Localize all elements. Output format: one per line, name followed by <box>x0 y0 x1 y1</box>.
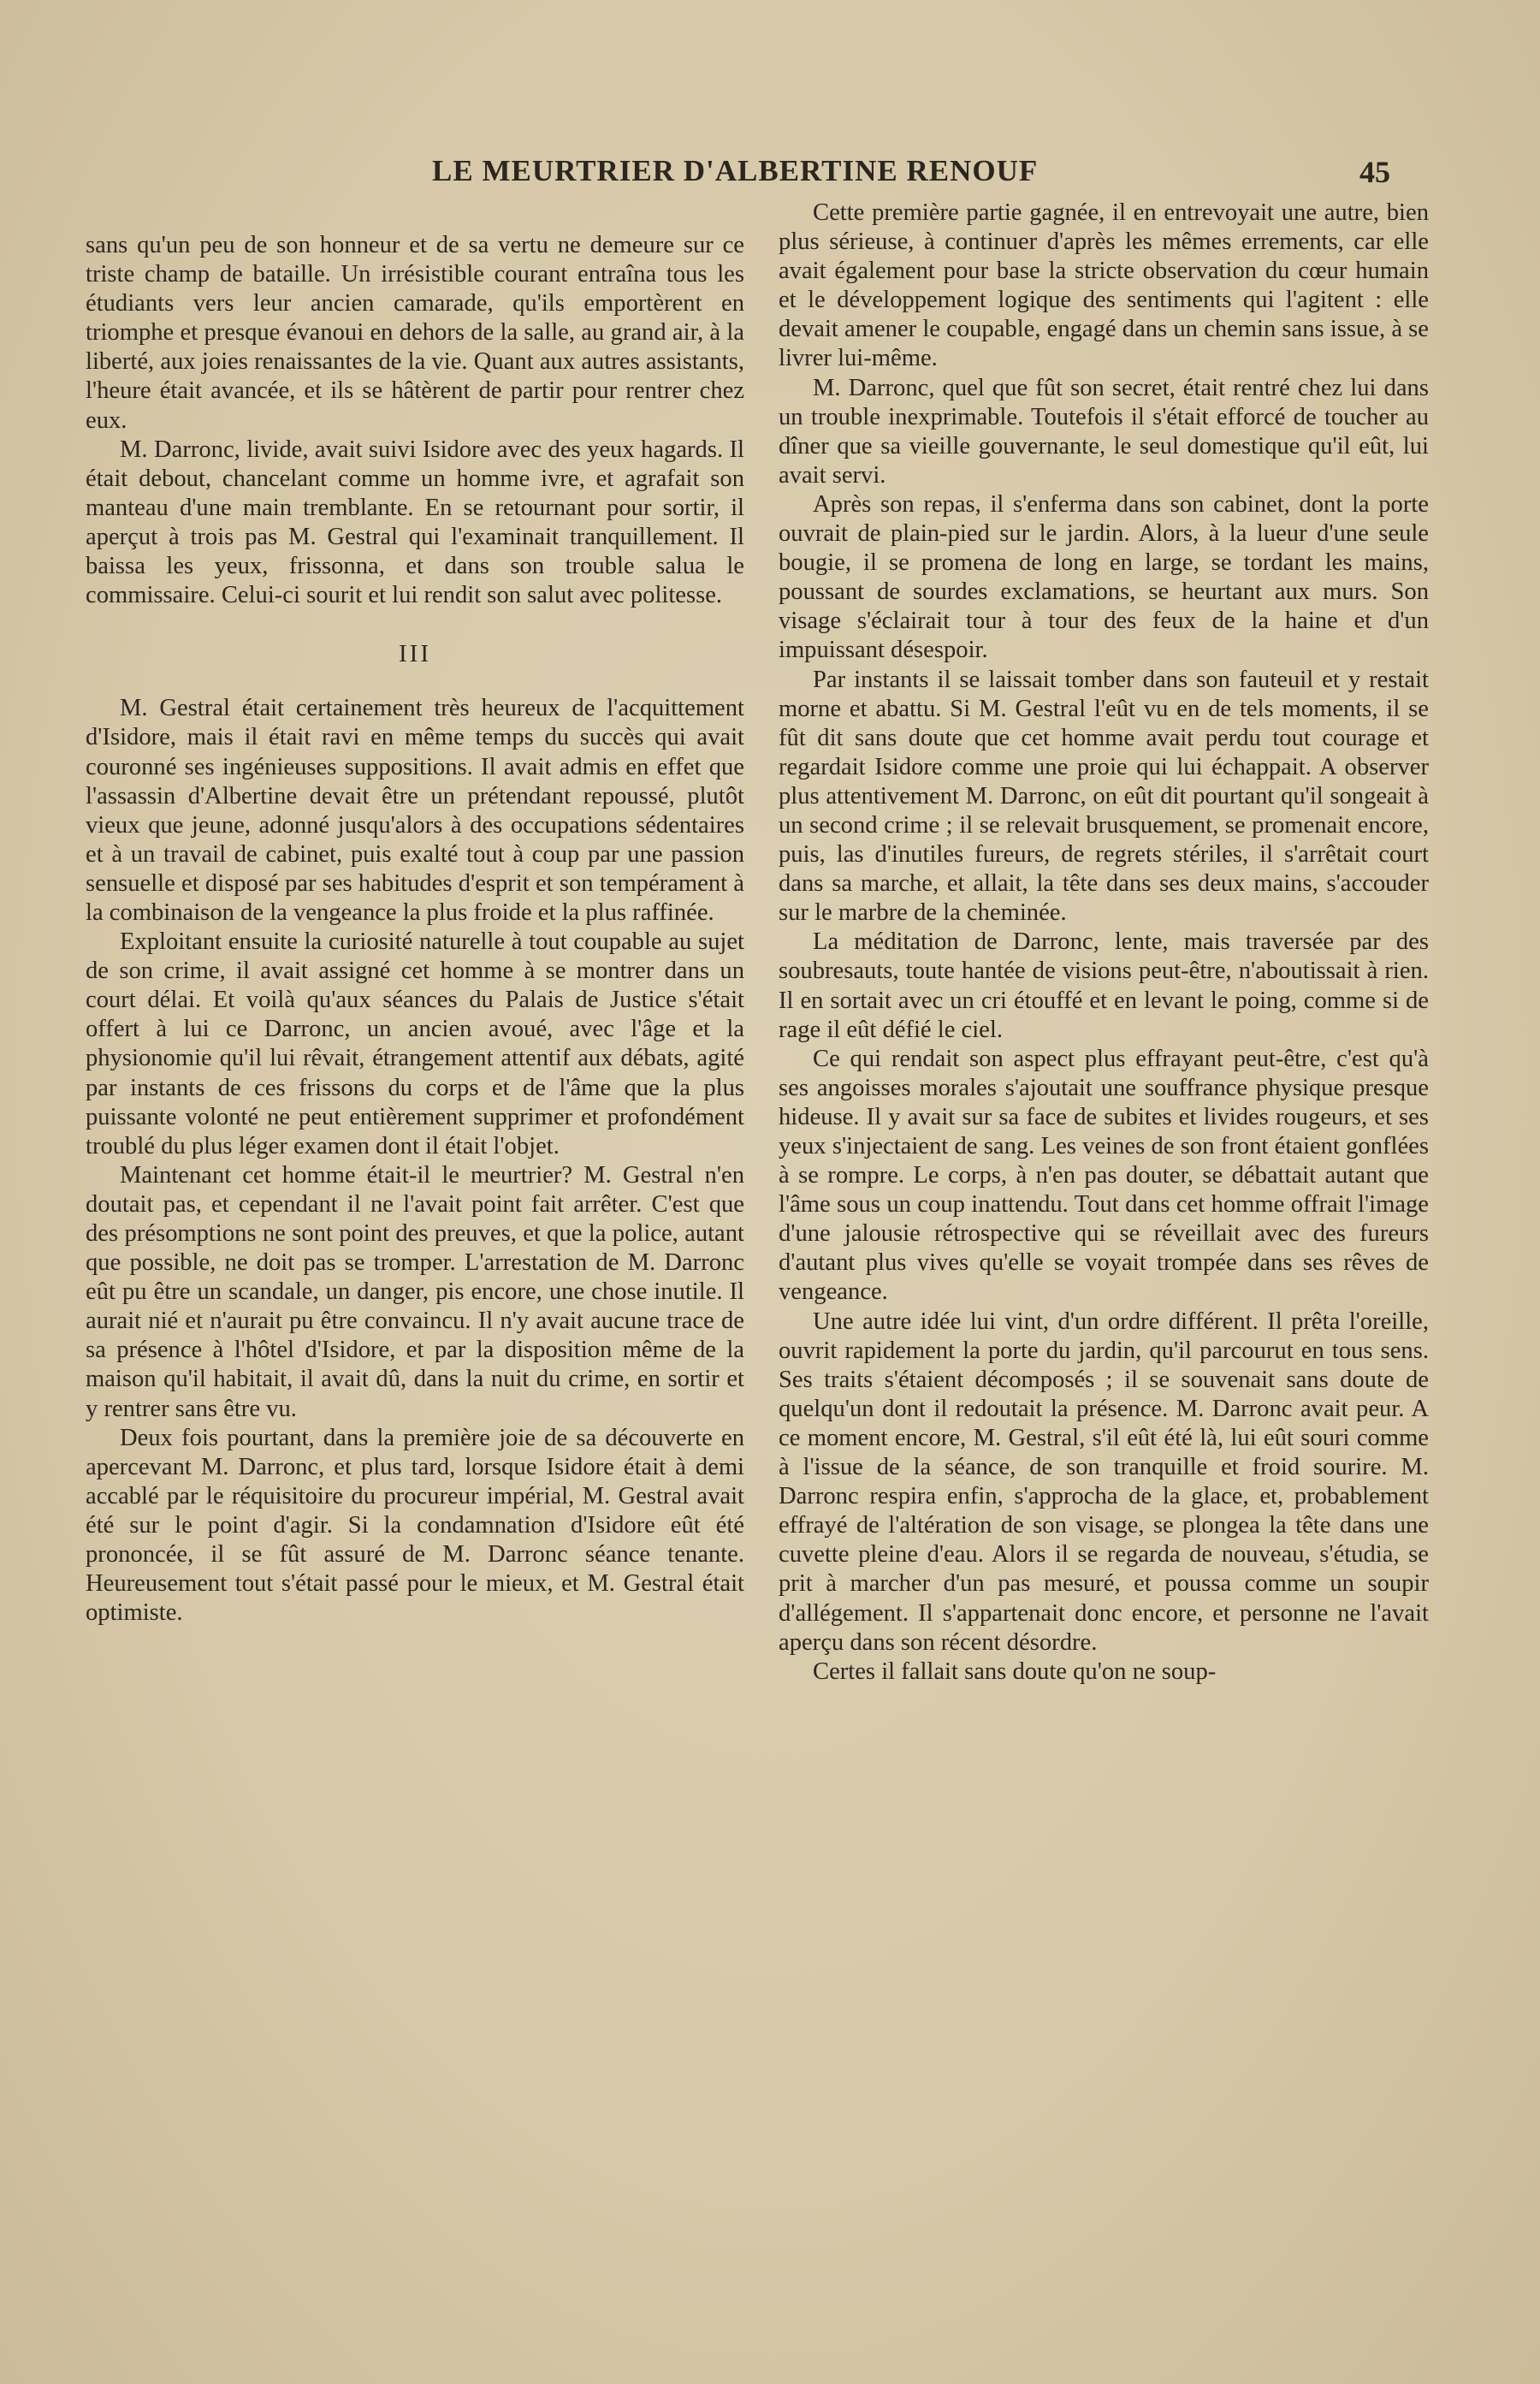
paragraph: Cette première partie gagnée, il en entrevoyait une autre, bien plus sérieuse, à continuer d'après les mêmes errements, car elle avait également pour base la stricte observation du cœur humain et le développement logique des sentiments qui l'agitent : elle devait amener le coupable, engagé dans un chemin sans issue, à se livrer lui-même. <box>779 199 1429 372</box>
paragraph: Une autre idée lui vint, d'un ordre différent. Il prêta l'oreille, ouvrit rapidement la porte du jardin, qu'il parcourut en tous sens. Ses traits s'étaient décomposés ; il se souvenait sans doute de quelqu'un dont il redoutait la présence. M. Darronc avait peur. A ce moment encore, M. Gestral, s'il eût été là, lui eût souri comme à l'issue de la séance, de son tranquille et froid sourire. M. Darronc respira enfin, s'approcha de la glace, et, probablement effrayé de l'altération de son visage, se plongea la tête dans une cuvette pleine d'eau. Alors il se regarda de nouveau, s'étudia, se prit à marcher d'un pas mesuré, et poussa comme un soupir d'allégement. Il s'appartenait donc encore, et personne ne l'avait aperçu dans son récent désordre. <box>779 1308 1429 1656</box>
paragraph: M. Gestral était certainement très heureux de l'acquittement d'Isidore, mais il était ravi en même temps du succès qui avait couronné ses ingénieuses suppositions. Il avait admis en effet que l'assassin d'Albertine devait être un prétendant repoussé, plutôt vieux que jeune, adonné jusqu'alors à des occupations sédentaires et à un travail de cabinet, puis exalté tout à coup par une passion sensuelle et disposé par ses habitudes d'esprit et son tempérament à la combinaison de la vengeance la plus froide et la plus raffinée. <box>86 695 744 926</box>
section-heading: III <box>399 640 431 668</box>
right-column <box>779 199 1429 1687</box>
paragraph: Par instants il se laissait tomber dans son fauteuil et y restait morne et abattu. Si M. Gestral l'eût vu en de tels moments, il se fût dit sans doute que cet homme avait perdu tout courage et regardait Isidore comme une proie qui lui échappait. A observer plus attentivement M. Darronc, on eût dit pourtant qu'il songeait à un second crime ; il se relevait brusquement, se promenait encore, puis, las d'inutiles fureurs, de regrets stériles, il s'arrêtait court dans sa marche, et allait, la tête dans ses deux mains, s'accouder sur le marbre de la cheminée. <box>779 666 1429 927</box>
page-number: 45 <box>1359 155 1390 189</box>
paragraph: sans qu'un peu de son honneur et de sa vertu ne demeure sur ce triste champ de bataille. Un irrésistible courant entraîna tous les étudiants vers leur ancien camarade, qu'ils emportèrent en triomphe et presque évanoui en dehors de la salle, au grand air, à la liberté, aux joies renaissantes de la vie. Quant aux autres assistants, l'heure était avancée, et ils se hâtèrent de partir pour rentrer chez eux. <box>86 232 744 434</box>
paragraph: Exploitant ensuite la curiosité naturelle à tout coupable au sujet de son crime, il avait assigné cet homme à se montrer dans un court délai. Et voilà qu'aux séances du Palais de Justice s'était offert à lui ce Darronc, un ancien avoué, avec l'âge et la physionomie qu'il lui rêvait, étrangement attentif aux débats, agité par instants de ces frissons du corps et de l'âme que la plus puissante volonté ne peut entièrement supprimer et profondément troublé du plus léger examen dont il était l'objet. <box>86 928 744 1159</box>
paragraph: Deux fois pourtant, dans la première joie de sa découverte en apercevant M. Darronc, et plus tard, lorsque Isidore était à demi accablé par le réquisitoire du procureur impérial, M. Gestral avait été sur le point d'agir. Si la condamnation d'Isidore eût été prononcée, il se fût assuré de M. Darronc séance tenante. Heureusement tout s'était passé pour le mieux, et M. Gestral était optimiste. <box>86 1424 744 1627</box>
running-title: LE MEURTRIER D'ALBERTINE RENOUF <box>432 154 1039 187</box>
paragraph: La méditation de Darronc, lente, mais traversée par des soubresauts, toute hantée de visions peut-être, n'aboutissait à rien. Il en sortait avec un cri étouffé et en levant le poing, comme si de rage il eût défié le ciel. <box>779 928 1429 1043</box>
running-header <box>432 154 1390 197</box>
paragraph: Certes il fallait sans doute qu'on ne soup- <box>813 1658 1217 1685</box>
paragraph: M. Darronc, livide, avait suivi Isidore avec des yeux hagards. Il était debout, chancelant comme un homme ivre, et agrafait son manteau d'une main tremblante. En se retournant pour sortir, il aperçut à trois pas M. Gestral qui l'examinait tranquillement. Il baissa les yeux, frissonna, et dans son trouble salua le commissaire. Celui-ci sourit et lui rendit son salut avec politesse. <box>86 436 744 609</box>
paragraph: Maintenant cet homme était-il le meurtrier? M. Gestral n'en doutait pas, et cependant il ne l'avait point fait arrêter. C'est que des présomptions ne sont point des preuves, et que la police, autant que possible, ne doit pas se tromper. L'arrestation de M. Darronc eût pu être un scandale, un danger, pis encore, une chose inutile. Il aurait nié et n'aurait pu être convaincu. Il n'y avait aucune trace de sa présence à l'hôtel d'Isidore, et par la disposition même de la maison qu'il habitait, il avait dû, dans la nuit du crime, en sortir et y rentrer sans être vu. <box>86 1161 744 1422</box>
left-column <box>86 231 744 1628</box>
paragraph: M. Darronc, quel que fût son secret, était rentré chez lui dans un trouble inexprimable. Toutefois il s'était efforcé de toucher au dîner que sa vieille gouvernante, le seul domestique qu'il eût, lui avait servi. <box>779 374 1429 489</box>
paragraph: Ce qui rendait son aspect plus effrayant peut-être, c'est qu'à ses angoisses morales s'ajoutait une souffrance physique presque hideuse. Il y avait sur sa face de subites et livides rougeurs, et ses yeux s'injectaient de sang. Les veines de son front étaient gonflées à se rompre. Le corps, à n'en pas douter, se débattait autant que l'âme sous un coup inattendu. Tout dans cet homme offrait l'image d'une jalousie rétrospective qui se réveillait avec des fureurs d'autant plus vives qu'elle se voyait trompée dans ses rêves de vengeance. <box>779 1045 1429 1306</box>
paragraph: Après son repas, il s'enferma dans son cabinet, dont la porte ouvrait de plain-pied sur le jardin. Alors, à la lueur d'une seule bougie, il se promena de long en large, se tordant les mains, poussant de sourdes exclamations, se heurtant aux murs. Son visage s'éclairait tour à tour des feux de la haine et d'un impuissant désespoir. <box>779 490 1429 664</box>
